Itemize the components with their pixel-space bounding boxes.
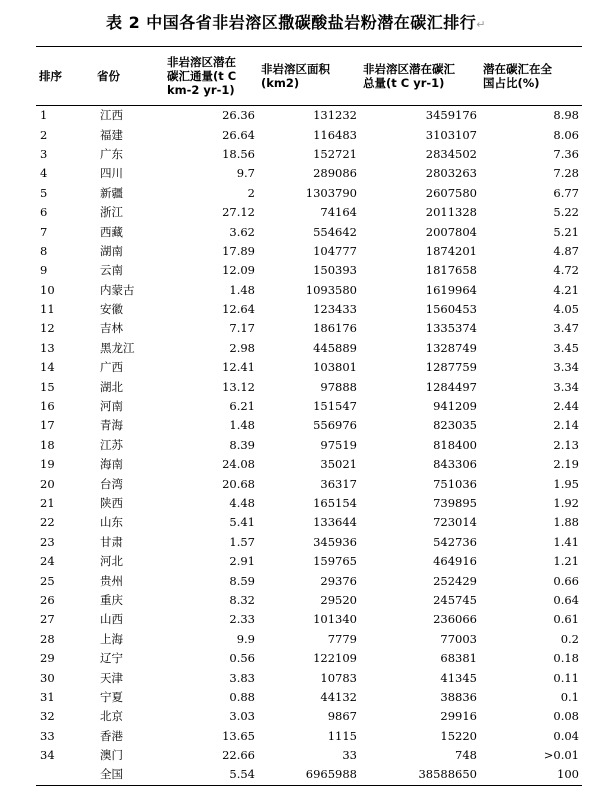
cell-province: 全国: [94, 765, 164, 785]
cell-rank: 8: [40, 243, 48, 258]
cell-total: 739895: [433, 496, 477, 510]
cell-rank: 7: [40, 224, 48, 239]
cell-total: 1619964: [425, 282, 477, 297]
cell-total: 1328749: [425, 340, 477, 355]
table-row: [36, 416, 582, 435]
cell-province: 湖南: [100, 243, 123, 258]
table-row: [36, 455, 582, 474]
cell-flux: 7.17: [229, 321, 255, 336]
cell-rank: 6: [40, 205, 48, 220]
cell-flux: 8.59: [229, 573, 255, 588]
cell-province: 贵州: [100, 573, 123, 588]
table-row: [36, 727, 582, 746]
cell-share: 8.06: [553, 127, 579, 142]
cell-province: 广西: [100, 360, 123, 375]
cell-province: 浙江: [100, 205, 123, 220]
cell-province: 重庆: [100, 592, 123, 607]
cell-share: >0.01: [543, 748, 579, 763]
cell-area: 556976: [313, 418, 357, 433]
cell-total: 29916: [440, 709, 477, 724]
cell-total: 41345: [440, 670, 477, 685]
cell-area: 29520: [320, 592, 357, 607]
cell-area: 9867: [327, 709, 357, 724]
cell-share: 0.66: [553, 573, 579, 588]
cell-flux: 20.68: [222, 476, 255, 491]
cell-total: 2803263: [425, 166, 477, 181]
cell-area: 289086: [313, 166, 357, 181]
cell-flux: 1.48: [229, 418, 255, 433]
cell-share: 3.45: [553, 340, 579, 355]
table-row: [36, 300, 582, 319]
cell-rank: 19: [40, 457, 55, 472]
cell-rank: 9: [40, 263, 48, 278]
cell-rank: 34: [40, 748, 55, 763]
table-body: [36, 106, 582, 786]
cell-flux: 2.98: [229, 340, 255, 355]
cell-province: 澳门: [100, 748, 123, 763]
cell-province: 内蒙古: [100, 282, 135, 297]
cell-province: 黑龙江: [100, 340, 135, 355]
cell-total: 941209: [433, 399, 477, 414]
cell-flux: 5.54: [164, 765, 258, 785]
cell-share: 0.1: [560, 689, 579, 704]
cell-flux: 1.48: [229, 282, 255, 297]
cell-total: 1817658: [425, 263, 477, 278]
cell-share: 7.28: [553, 166, 579, 181]
cell-share: 1.88: [553, 515, 579, 530]
table-row: [36, 377, 582, 396]
table-row: [36, 145, 582, 164]
cell-area: 133644: [313, 515, 357, 530]
table-row: [36, 339, 582, 358]
header-share: 潜在碳汇在全 国占比(%): [480, 47, 582, 106]
cell-flux: 9.7: [236, 166, 255, 181]
cell-total: 2011328: [425, 205, 477, 220]
cell-flux: 12.09: [222, 263, 255, 278]
cell-flux: 27.12: [222, 205, 255, 220]
table-row: [36, 746, 582, 765]
cell-area: 97888: [320, 379, 357, 394]
cell-province: 山东: [100, 515, 123, 530]
cell-share: 3.47: [553, 321, 579, 336]
cell-province: 江苏: [100, 437, 123, 452]
cell-area: 1303790: [305, 185, 357, 200]
cell-total: 843306: [433, 457, 477, 472]
cell-province: 陕西: [100, 496, 123, 510]
cell-rank: 3: [40, 146, 48, 161]
cell-province: 海南: [100, 457, 123, 472]
table-row: [36, 707, 582, 726]
table-row: [36, 474, 582, 493]
header-flux: 非岩溶区潜在 碳汇通量(t C km-2 yr-1): [164, 47, 258, 106]
table-header: [36, 47, 582, 106]
cell-area: 29376: [320, 573, 357, 588]
cell-area: 186176: [313, 321, 357, 336]
cell-flux: 2.33: [229, 612, 255, 627]
cell-rank: 31: [40, 689, 55, 704]
cell-rank: 23: [40, 534, 55, 549]
cell-rank: [36, 765, 94, 785]
header-area: 非岩溶区面积 (km2): [258, 47, 360, 106]
cell-share: 3.34: [553, 379, 579, 394]
cell-rank: 22: [40, 515, 55, 530]
cell-total: 748: [455, 748, 477, 763]
cell-province: 山西: [100, 612, 123, 627]
cell-area: 150393: [313, 263, 357, 278]
header-total: 非岩溶区潜在碳汇 总量(t C yr-1): [360, 47, 480, 106]
table-row: [36, 242, 582, 261]
table-row: [36, 494, 582, 513]
cell-flux: 17.89: [222, 243, 255, 258]
cell-province: 宁夏: [100, 689, 123, 704]
table-row: [36, 203, 582, 222]
cell-total: 1284497: [425, 379, 477, 394]
cell-share: 1.95: [553, 476, 579, 491]
cell-total: 464916: [433, 554, 477, 569]
cell-total: 252429: [433, 573, 477, 588]
cell-flux: 3.83: [229, 670, 255, 685]
cell-province: 香港: [100, 728, 123, 743]
cell-rank: 1: [40, 108, 48, 123]
cell-rank: 18: [40, 437, 55, 452]
table-row: [36, 591, 582, 610]
cell-province: 四川: [100, 166, 123, 181]
cell-rank: 33: [40, 728, 55, 743]
cell-area: 103801: [313, 360, 357, 375]
cell-share: 0.08: [553, 709, 579, 724]
cell-flux: 2: [247, 185, 255, 200]
cell-province: 河南: [100, 399, 123, 414]
cell-province: 青海: [100, 418, 123, 433]
cell-area: 165154: [313, 496, 357, 510]
cell-share: 2.44: [553, 399, 579, 414]
cell-total: 542736: [433, 534, 477, 549]
cell-share: 2.14: [553, 418, 579, 433]
paragraph-mark-icon: ↵: [476, 18, 486, 31]
cell-province: 台湾: [100, 476, 123, 491]
cell-province: 天津: [100, 670, 123, 685]
cell-share: 5.21: [553, 224, 579, 239]
cell-rank: 26: [40, 592, 55, 607]
cell-area: 159765: [313, 554, 357, 569]
table-row: [36, 261, 582, 280]
cell-flux: 8.32: [229, 592, 255, 607]
cell-flux: 6.21: [229, 399, 255, 414]
cell-rank: 16: [40, 399, 55, 414]
cell-province: 云南: [100, 263, 123, 278]
cell-total: 818400: [433, 437, 477, 452]
table-row: [36, 358, 582, 377]
cell-rank: 17: [40, 418, 55, 433]
cell-area: 131232: [313, 108, 357, 123]
cell-rank: 21: [40, 496, 55, 510]
cell-total: 1287759: [425, 360, 477, 375]
table-row: [36, 668, 582, 687]
cell-share: 100: [480, 765, 582, 785]
cell-total: 15220: [440, 728, 477, 743]
table-row: [36, 125, 582, 144]
cell-total: 823035: [433, 418, 477, 433]
cell-area: 116483: [313, 127, 357, 142]
cell-flux: 5.41: [229, 515, 255, 530]
cell-share: 0.11: [553, 670, 579, 685]
cell-area: 74164: [320, 205, 357, 220]
table-row: [36, 765, 582, 785]
cell-share: 4.21: [553, 282, 579, 297]
cell-share: 0.2: [560, 631, 579, 646]
cell-total: 751036: [433, 476, 477, 491]
cell-share: 3.34: [553, 360, 579, 375]
cell-area: 1093580: [305, 282, 357, 297]
table-row: [36, 164, 582, 183]
cell-rank: 10: [40, 282, 55, 297]
table-row: [36, 533, 582, 552]
cell-area: 122109: [313, 651, 357, 666]
cell-flux: 13.65: [222, 728, 255, 743]
cell-area: 104777: [313, 243, 357, 258]
table-row: [36, 513, 582, 532]
cell-total: 1560453: [425, 302, 477, 317]
cell-share: 1.92: [553, 496, 579, 510]
cell-share: 4.05: [553, 302, 579, 317]
cell-flux: 9.9: [236, 631, 255, 646]
cell-rank: 5: [40, 185, 48, 200]
cell-rank: 15: [40, 379, 55, 394]
table-row: [36, 222, 582, 241]
cell-share: 2.13: [553, 437, 579, 452]
cell-rank: 11: [40, 302, 55, 317]
table-row: [36, 436, 582, 455]
cell-rank: 13: [40, 340, 55, 355]
cell-total: 2834502: [425, 146, 477, 161]
table-row: [36, 319, 582, 338]
cell-total: 723014: [433, 515, 477, 530]
cell-area: 445889: [313, 340, 357, 355]
cell-total: 38588650: [360, 765, 480, 785]
cell-area: 345936: [313, 534, 357, 549]
cell-flux: 2.91: [229, 554, 255, 569]
table-row: [36, 397, 582, 416]
cell-province: 北京: [100, 709, 123, 724]
cell-area: 123433: [313, 302, 357, 317]
cell-rank: 25: [40, 573, 55, 588]
cell-flux: 12.41: [222, 360, 255, 375]
cell-province: 吉林: [100, 321, 123, 336]
cell-province: 湖北: [100, 379, 123, 394]
header-rank: 排序: [36, 47, 94, 106]
cell-flux: 24.08: [222, 457, 255, 472]
cell-total: 245745: [433, 592, 477, 607]
cell-area: 6965988: [258, 765, 360, 785]
cell-share: 1.41: [553, 534, 579, 549]
cell-share: 0.61: [553, 612, 579, 627]
cell-flux: 3.03: [229, 709, 255, 724]
cell-total: 1335374: [425, 321, 477, 336]
cell-flux: 1.57: [229, 534, 255, 549]
cell-area: 33: [342, 748, 357, 763]
cell-rank: 2: [40, 127, 48, 142]
table-row: [36, 649, 582, 668]
header-province: 省份: [94, 47, 164, 106]
cell-area: 44132: [320, 689, 357, 704]
cell-flux: 4.48: [229, 496, 255, 510]
cell-rank: 24: [40, 554, 55, 569]
cell-area: 152721: [313, 146, 357, 161]
cell-rank: 30: [40, 670, 55, 685]
cell-total: 1874201: [425, 243, 477, 258]
cell-total: 2007804: [425, 224, 477, 239]
table-row: [36, 610, 582, 629]
cell-flux: 26.36: [222, 108, 255, 123]
cell-share: 0.64: [553, 592, 579, 607]
cell-rank: 20: [40, 476, 55, 491]
cell-province: 上海: [100, 631, 123, 646]
cell-flux: 0.56: [229, 651, 255, 666]
cell-rank: 28: [40, 631, 55, 646]
cell-flux: 13.12: [222, 379, 255, 394]
cell-province: 江西: [100, 108, 123, 123]
cell-area: 97519: [320, 437, 357, 452]
cell-share: 8.98: [553, 108, 579, 123]
cell-area: 7779: [327, 631, 357, 646]
cell-province: 福建: [100, 127, 123, 142]
cell-area: 1115: [327, 728, 357, 743]
cell-area: 35021: [320, 457, 357, 472]
cell-flux: 0.88: [229, 689, 255, 704]
table-row: [36, 688, 582, 707]
cell-total: 38836: [440, 689, 477, 704]
cell-area: 554642: [313, 224, 357, 239]
cell-flux: 26.64: [222, 127, 255, 142]
cell-share: 5.22: [553, 205, 579, 220]
cell-rank: 14: [40, 360, 55, 375]
cell-area: 151547: [313, 399, 357, 414]
cell-total: 68381: [440, 651, 477, 666]
cell-area: 36317: [320, 476, 357, 491]
table-row: [36, 630, 582, 649]
cell-flux: 12.64: [222, 302, 255, 317]
cell-total: 236066: [433, 612, 477, 627]
cell-province: 辽宁: [100, 651, 123, 666]
cell-share: 0.04: [553, 728, 579, 743]
cell-flux: 8.39: [229, 437, 255, 452]
cell-flux: 3.62: [229, 224, 255, 239]
table-row: [36, 571, 582, 590]
table-row: [36, 184, 582, 203]
cell-province: 安徽: [100, 302, 123, 317]
carbon-sink-table: [36, 46, 582, 786]
cell-total: 3103107: [425, 127, 477, 142]
cell-rank: 4: [40, 166, 48, 181]
cell-flux: 22.66: [222, 748, 255, 763]
cell-area: 101340: [313, 612, 357, 627]
cell-share: 1.21: [553, 554, 579, 569]
table-row: [36, 552, 582, 571]
table-row: [36, 106, 582, 126]
cell-share: 4.87: [553, 243, 579, 258]
cell-share: 2.19: [553, 457, 579, 472]
cell-total: 77003: [440, 631, 477, 646]
cell-share: 0.18: [553, 651, 579, 666]
cell-rank: 27: [40, 612, 55, 627]
cell-total: 2607580: [425, 185, 477, 200]
cell-rank: 12: [40, 321, 55, 336]
cell-province: 西藏: [100, 224, 123, 239]
cell-total: 3459176: [425, 108, 477, 123]
cell-share: 6.77: [553, 185, 579, 200]
cell-province: 广东: [100, 146, 123, 161]
cell-province: 新疆: [100, 185, 123, 200]
cell-flux: 18.56: [222, 146, 255, 161]
cell-province: 河北: [100, 554, 123, 569]
cell-rank: 29: [40, 651, 55, 666]
cell-area: 10783: [320, 670, 357, 685]
cell-share: 4.72: [553, 263, 579, 278]
cell-province: 甘肃: [100, 534, 123, 549]
cell-rank: 32: [40, 709, 55, 724]
table-row: [36, 281, 582, 300]
cell-share: 7.36: [553, 146, 579, 161]
table-title: 表 2 中国各省非岩溶区撒碳酸盐岩粉潜在碳汇排行↵: [106, 13, 486, 32]
